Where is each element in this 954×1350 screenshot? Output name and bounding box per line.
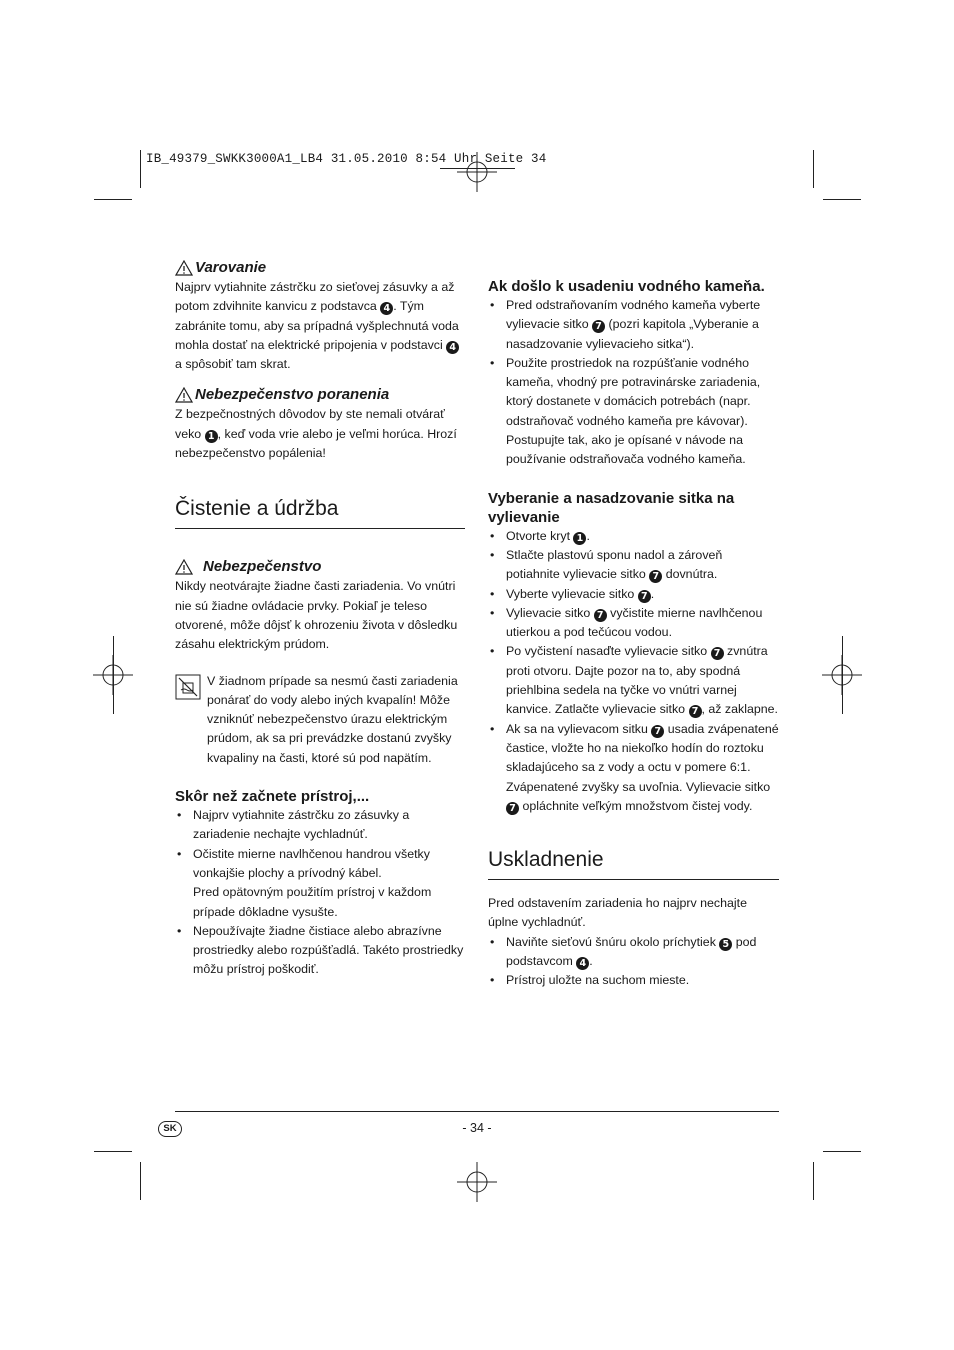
- warning-title: Varovanie: [195, 259, 267, 276]
- list-item: • Prístroj uložte na suchom mieste.: [488, 971, 779, 990]
- crop-mark: [823, 199, 861, 200]
- list-item: • Vyberte vylievacie sitko 7 .: [488, 585, 779, 604]
- part-number-badge: 7: [506, 802, 519, 815]
- warning-text: Najprv vytiahnite zástrčku zo sieťovej zásuvky a až potom zdvihnite kanvicu z podstavca 4 . Tým zabránite tomu, aby sa prípadná vyšplechnutá voda mohla dostať na elektrické pripojenia v podstavci 4 a spôsobiť tam skrat.: [175, 280, 459, 372]
- section-title: Uskladnenie: [488, 847, 779, 880]
- part-number-badge: 4: [576, 957, 589, 970]
- warning-text: Nikdy neotvárajte žiadne časti zariadenia. Vo vnútri nie sú žiadne ovládacie prvky. Pokiaľ je teleso otvorené, môže dôjsť k ohrozeniu života v dôsledku zásahu elektrickým prúdom.: [175, 579, 458, 652]
- list-item: • Otvorte kryt 1 .: [488, 527, 779, 546]
- list-item-note: Pred opätovným použitím prístroj v každom prípade dôkladne vysušte.: [193, 885, 432, 919]
- warning-block: [175, 557, 465, 654]
- part-number-badge: 7: [594, 609, 607, 622]
- language-badge: SK: [158, 1121, 182, 1137]
- slug-underline: [440, 168, 515, 169]
- part-number-badge: 7: [689, 705, 702, 718]
- crop-mark: [94, 199, 132, 200]
- crop-mark: [813, 150, 814, 188]
- warning-title: Nebezpečenstvo: [203, 558, 322, 576]
- footer-rule: [175, 1111, 779, 1112]
- no-submerge-text: V žiadnom prípade sa nesmú časti zariadenia ponárať do vody alebo iných kvapalín! Môže vzniknúť nebezpečenstvo úrazu elektrickým prúdom, ak sa pri prevádzke dostanú zvyšky kvapaliny na časti, ktoré sú pod napätím.: [207, 673, 458, 765]
- no-submerge-block: [175, 672, 465, 768]
- part-number-badge: 4: [446, 341, 459, 354]
- bullet-list: [175, 806, 465, 980]
- list-item: • Po vyčistení nasaďte vylievacie sitko 7 zvnútra proti otvoru. Dajte pozor na to, aby spodná priehlbina sedela na tyčke vo vnútri varnej kanvice. Zatlačte vylievacie sitko 7 , až zaklapne.: [488, 642, 779, 719]
- warning-block: [175, 385, 465, 463]
- list-item: • Použite prostriedok na rozpúšťanie vodného kameňa, vhodný pre potravinárske zariadenia, ktorý dostanete v domácich potrebách (napr. odstraňovač vodného kameňa pre kávovar). Postupujte tak, ako je opísané v návode na používanie odstraňovača vodného kameňa.: [488, 354, 779, 470]
- crop-mark: [842, 636, 843, 714]
- list-item: • Stlačte plastovú sponu nadol a zároveň potiahnite vylievacie sitko 7 dovnútra.: [488, 546, 779, 585]
- warning-heading: [175, 258, 465, 278]
- page-number: - 34 -: [462, 1121, 492, 1135]
- warning-triangle-icon: [175, 559, 193, 575]
- list-item: • Nepoužívajte žiadne čistiace alebo abrazívne prostriedky alebo rozpúšťadlá. Takéto prostriedky môžu prístroj poškodiť.: [175, 922, 465, 980]
- list-item: • Naviňte sieťovú šnúru okolo príchytiek 5 pod podstavcom 4 .: [488, 933, 779, 972]
- list-item: • Pred odstraňovaním vodného kameňa vyberte vylievacie sitko 7 (pozri kapitola „Vyberanie a nasadzovanie vylievacieho sitka“).: [488, 296, 779, 354]
- warning-text: Z bezpečnostných dôvodov by ste nemali otvárať veko 1 , keď voda vrie alebo je veľmi horúca. Hrozí nebezpečenstvo popálenia!: [175, 407, 457, 461]
- list-item: • Ak sa na vylievacom sitku 7 usadia zvápenatené častice, vložte ho na niekoľko hodín do roztoku skladajúceho sa z vody a octu v pomere 6:1. Zvápenatené zvyšky sa uvoľnia. Vylievacie sitko 7 opláchnite veľkým množstvom čistej vody.: [488, 720, 779, 816]
- print-slug: IB_49379_SWKK3000A1_LB4 31.05.2010 8:54 Uhr Seite 34: [146, 152, 547, 166]
- part-number-badge: 7: [711, 647, 724, 660]
- warning-triangle-icon: [175, 260, 193, 276]
- warning-heading: [175, 557, 465, 577]
- subsection-title: Vyberanie a nasadzovanie sitka na vylievanie: [488, 489, 735, 526]
- list-item: • Vylievacie sitko 7 vyčistite mierne navlhčenou utierkou a pod tečúcou vodou.: [488, 604, 779, 643]
- part-number-badge: 1: [205, 430, 218, 443]
- part-number-badge: 7: [649, 570, 662, 583]
- left-column: [175, 258, 465, 980]
- part-number-badge: 5: [719, 938, 732, 951]
- crop-mark: [140, 150, 141, 188]
- subsection-title: Skôr než začnete prístroj,...: [175, 788, 370, 806]
- crop-mark: [94, 1151, 132, 1152]
- crop-mark: [813, 1162, 814, 1200]
- section-title: Čistenie a údržba: [175, 496, 465, 529]
- list-item: • Očistite mierne navlhčenou handrou všetky vonkajšie plochy a prívodný kábel. Pred opätovným použitím prístroj v každom prípade dôkladne vysušte.: [175, 845, 465, 922]
- bullet-list: [488, 527, 779, 816]
- subsection-title: Ak došlo k usadeniu vodného kameňa.: [488, 278, 765, 295]
- part-number-badge: 7: [638, 590, 651, 603]
- warning-heading: [175, 385, 465, 405]
- storage-intro: Pred odstavením zariadenia ho najprv nechajte úplne vychladnúť.: [488, 896, 747, 930]
- bullet-list: [488, 933, 779, 991]
- bullet-list: [488, 296, 779, 470]
- warning-title: Nebezpečenstvo poranenia: [195, 386, 390, 404]
- warning-block: [175, 258, 465, 374]
- registration-mark-icon: [457, 1162, 497, 1202]
- crop-mark: [140, 1162, 141, 1200]
- crop-mark: [113, 636, 114, 714]
- crop-mark: [823, 1151, 861, 1152]
- part-number-badge: 4: [380, 302, 393, 315]
- part-number-badge: 1: [573, 532, 586, 545]
- part-number-badge: 7: [592, 320, 605, 333]
- right-column: [488, 277, 779, 991]
- warning-triangle-icon: [175, 387, 193, 403]
- part-number-badge: 7: [651, 725, 664, 738]
- list-item: • Najprv vytiahnite zástrčku zo zásuvky a zariadenie nechajte vychladnúť.: [175, 806, 465, 845]
- no-water-immersion-icon: [175, 674, 201, 700]
